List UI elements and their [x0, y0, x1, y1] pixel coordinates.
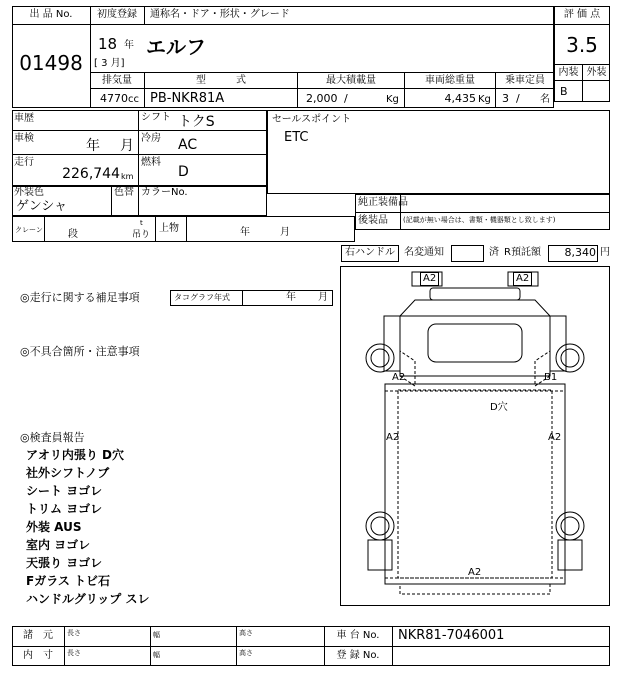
spec-length-label: 長さ: [67, 629, 81, 637]
inner-length-label: 長さ: [67, 649, 81, 657]
exterior-grade-label: 外装: [586, 67, 607, 78]
registration-month: [ 3 月]: [94, 58, 125, 69]
car-name: エルフ: [146, 35, 206, 59]
registration-number-label: 登 録 No.: [336, 650, 380, 661]
seating-capacity-unit: 名: [540, 94, 550, 105]
fuel-label: 燃料: [141, 157, 161, 168]
exterior-color-label: 外装色: [14, 187, 44, 198]
mileage-unit: km: [121, 172, 134, 181]
inspection-label: 車検: [14, 133, 34, 144]
deck-label: 上物: [159, 223, 179, 234]
registration-year-unit: 年: [124, 40, 134, 51]
color-code-label: カラーNo.: [141, 187, 188, 198]
model-code: PB-NKR81A: [150, 91, 225, 106]
right-hand-drive: 右ハンドル: [345, 247, 395, 258]
crane-steps-unit: 段: [68, 229, 78, 240]
genuine-equipment-label: 純正装備品: [358, 197, 408, 208]
recycle-deposit-unit: 円: [600, 247, 610, 258]
tachograph-year-unit: 年: [286, 292, 296, 303]
max-payload-value: 2,000: [306, 92, 338, 105]
overall-score: 3.5: [566, 33, 598, 57]
max-payload-label: 最大積載量: [326, 75, 376, 86]
damage-mark-bed-hole: D穴: [490, 402, 508, 413]
seating-capacity-value: 3: [502, 92, 509, 105]
tachograph-year-label: タコグラフ年式: [174, 293, 230, 302]
crane-ton-unit: t: [140, 219, 143, 227]
shift-value: トクS: [178, 114, 215, 130]
shift-label: シフト: [141, 112, 171, 123]
color-change-label: 色替: [114, 187, 134, 198]
running-notes-label: ◎走行に関する補足事項: [20, 291, 140, 304]
vehicle-condition-diagram: [340, 266, 610, 606]
fuel-value: D: [178, 164, 189, 180]
name-door-shape-grade-label: 通称名・ドア・形状・グレード: [150, 9, 290, 20]
ac-label: 冷房: [141, 133, 161, 144]
inspector-report-line: アオリ内張り D穴: [26, 448, 125, 462]
defects-label: ◎不具合箇所・注意事項: [20, 345, 140, 358]
damage-mark-left-mirror: A2: [420, 272, 439, 286]
model-code-label: 型 式: [196, 75, 246, 86]
exterior-color-value: ゲンシャ: [16, 199, 68, 214]
deck-month-unit: 月: [280, 227, 290, 238]
chassis-number: NKR81-7046001: [398, 628, 505, 643]
name-change-checkbox: [451, 245, 484, 262]
damage-mark-right-mirror: A2: [513, 272, 532, 286]
damage-mark-left-front: A2: [392, 372, 406, 383]
aftermarket-note: (記載が無い場合は、書類・機器類とし致します): [403, 216, 556, 224]
inspector-report-label: ◎検査員報告: [20, 431, 85, 444]
lot-number-label: 出 品 No.: [29, 9, 73, 20]
gross-weight-value: 4,435: [444, 92, 476, 105]
inspector-report-line: シート ヨゴレ: [26, 484, 103, 498]
crane-label: クレーン: [15, 226, 43, 234]
specs-label: 諸 元: [23, 630, 53, 641]
chassis-number-label: 車 台 No.: [336, 630, 380, 641]
mileage-label: 走行: [14, 157, 34, 168]
inspection-month-unit: 月: [120, 138, 134, 154]
max-payload-unit: Kg: [386, 94, 399, 105]
displacement-label: 排気量: [102, 75, 132, 86]
capacity-slash: /: [516, 92, 520, 105]
inspector-report-line: 社外シフトノブ: [26, 466, 110, 480]
mileage-value: 226,744: [62, 166, 120, 182]
recycle-deposit-label: R預託額: [504, 247, 541, 258]
damage-mark-rear: A2: [468, 567, 482, 578]
recycle-paid-mark: 済: [489, 247, 499, 258]
aftermarket-label: 後装品: [358, 215, 388, 226]
inspector-report-line: 外装 AUS: [26, 520, 82, 534]
history-label: 車歴: [14, 113, 34, 124]
spec-width-label: 幅: [153, 631, 160, 639]
ac-value: AC: [178, 137, 198, 153]
first-registration-label: 初度登録: [97, 9, 137, 20]
lot-number: 01498: [19, 51, 83, 75]
inspector-report-line: 室内 ヨゴレ: [26, 538, 91, 552]
inner-dimensions-label: 内 寸: [23, 650, 53, 661]
seating-capacity-label: 乗車定員: [505, 75, 545, 86]
score-label: 評 価 点: [563, 9, 601, 20]
gross-weight-unit: Kg: [478, 94, 491, 105]
truck-outline-svg: [340, 266, 610, 606]
inspector-report-line: トリム ヨゴレ: [26, 502, 103, 516]
sales-point-value: ETC: [284, 130, 309, 145]
inspector-report-line: ハンドルグリップ スレ: [26, 592, 150, 606]
damage-mark-left-side: A2: [386, 432, 400, 443]
inspection-year-unit: 年: [86, 138, 100, 154]
inner-width-label: 幅: [153, 651, 160, 659]
sales-point-label: セールスポイント: [272, 114, 352, 125]
spec-height-label: 高さ: [239, 629, 253, 637]
registration-year: 18: [98, 35, 118, 53]
displacement-unit: cc: [128, 94, 139, 105]
payload-slash: /: [344, 92, 348, 105]
deck-year-unit: 年: [240, 227, 250, 238]
damage-mark-right-side: A2: [548, 432, 562, 443]
inspector-report-line: 天張り ヨゴレ: [26, 556, 103, 570]
recycle-deposit-amount: 8,340: [564, 246, 596, 259]
inner-height-label: 高さ: [239, 649, 253, 657]
crane-hoist-unit: 吊り: [132, 230, 151, 240]
displacement-value: 4770: [100, 92, 128, 105]
interior-grade-label: 内装: [558, 67, 579, 78]
tachograph-month-unit: 月: [318, 292, 328, 303]
interior-grade: B: [560, 85, 568, 98]
name-change-notice-label: 名変通知: [404, 247, 444, 258]
inspector-report-line: Fガラス トビ石: [26, 574, 111, 588]
gross-weight-label: 車両総重量: [425, 75, 475, 86]
damage-mark-right-front: B1: [544, 372, 558, 383]
